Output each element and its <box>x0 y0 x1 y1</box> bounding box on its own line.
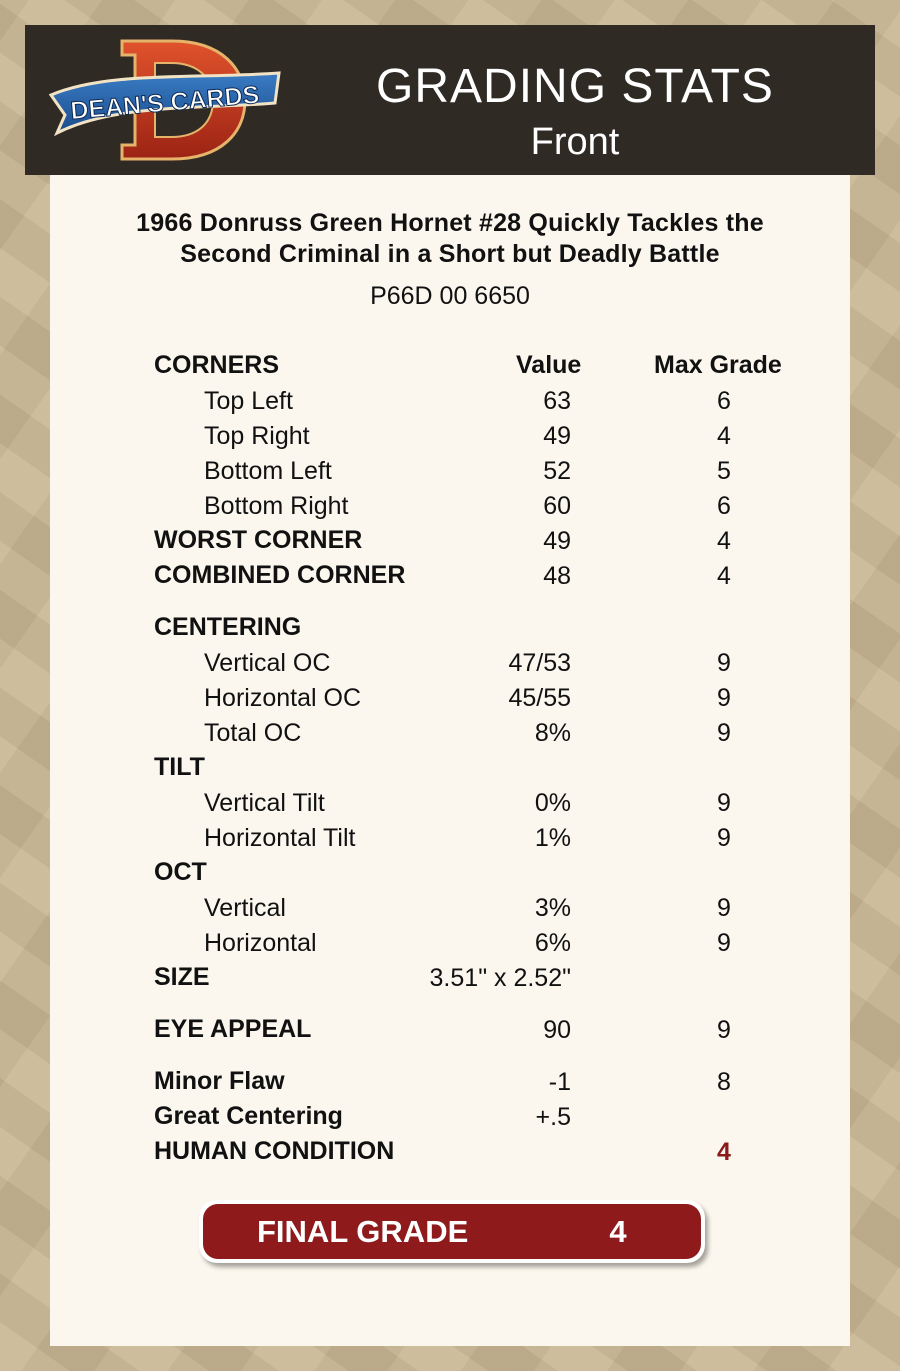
size-label: SIZE <box>154 963 210 991</box>
corner-value-top-right: 49 <box>543 422 571 450</box>
corners-heading: CORNERS <box>154 351 280 379</box>
combined-corner-label: COMBINED CORNER <box>154 561 406 589</box>
tilt-value-vertical: 0% <box>534 789 571 817</box>
final-grade-banner <box>199 1200 705 1263</box>
corner-grade-top-left: 6 <box>717 387 731 415</box>
header-bar <box>25 25 875 175</box>
worst-corner-value: 49 <box>543 527 571 555</box>
minor-flaw-label: Minor Flaw <box>154 1067 285 1095</box>
tilt-heading: TILT <box>154 753 205 781</box>
eye-appeal-value: 90 <box>543 1016 571 1044</box>
centering-grade-horizontal-oc: 9 <box>717 684 731 712</box>
corner-value-top-left: 63 <box>543 387 571 415</box>
eye-appeal-grade: 9 <box>717 1016 731 1044</box>
combined-corner-value: 48 <box>543 562 571 590</box>
corner-value-bottom-left: 52 <box>543 457 571 485</box>
size-value: 3.51" x 2.52" <box>429 964 571 992</box>
centering-value-horizontal-oc: 45/55 <box>508 684 571 712</box>
corner-label-top-right: Top Right <box>204 422 310 450</box>
worst-corner-label: WORST CORNER <box>154 526 363 554</box>
final-grade-badge <box>203 1204 701 1259</box>
centering-grade-vertical-oc: 9 <box>717 649 731 677</box>
stats-panel <box>50 175 850 1346</box>
great-centering-value: +.5 <box>535 1103 571 1131</box>
worst-corner-grade: 4 <box>717 527 731 555</box>
oct-value-vertical: 3% <box>534 894 571 922</box>
centering-heading: CENTERING <box>154 613 302 641</box>
centering-label-horizontal-oc: Horizontal OC <box>204 684 361 712</box>
corner-grade-bottom-right: 6 <box>717 492 731 520</box>
corner-value-bottom-right: 60 <box>543 492 571 520</box>
deans-cards-logo <box>47 37 282 163</box>
card-title <box>50 208 850 270</box>
centering-grade-total-oc: 9 <box>717 719 731 747</box>
tilt-label-horizontal: Horizontal Tilt <box>204 824 356 852</box>
centering-value-vertical-oc: 47/53 <box>508 649 571 677</box>
corner-label-bottom-right: Bottom Right <box>204 492 349 520</box>
tilt-label-vertical: Vertical Tilt <box>204 789 325 817</box>
tilt-value-horizontal: 1% <box>534 824 571 852</box>
page-subtitle: Front <box>530 121 620 163</box>
card-title-line1: 1966 Donruss Green Hornet #28 Quickly Tackles the <box>136 209 764 237</box>
svg-text:DEAN'S CARDS: DEAN'S CARDS <box>69 80 261 126</box>
corner-grade-bottom-left: 5 <box>717 457 731 485</box>
minor-flaw-grade: 8 <box>717 1068 731 1096</box>
tilt-grade-vertical: 9 <box>717 789 731 817</box>
combined-corner-grade: 4 <box>717 562 731 590</box>
final-grade-label: FINAL GRADE <box>257 1214 469 1249</box>
great-centering-label: Great Centering <box>154 1102 343 1130</box>
page-title: GRADING STATS <box>376 60 774 113</box>
oct-grade-vertical: 9 <box>717 894 731 922</box>
tilt-grade-horizontal: 9 <box>717 824 731 852</box>
minor-flaw-value: -1 <box>548 1068 571 1096</box>
corner-grade-top-right: 4 <box>717 422 731 450</box>
human-condition-label: HUMAN CONDITION <box>154 1137 395 1165</box>
final-grade-value: 4 <box>609 1214 627 1249</box>
oct-heading: OCT <box>154 858 207 886</box>
corner-label-top-left: Top Left <box>204 387 293 415</box>
oct-grade-horizontal: 9 <box>717 929 731 957</box>
centering-label-vertical-oc: Vertical OC <box>204 649 331 677</box>
card-code: P66D 00 6650 <box>370 282 530 310</box>
eye-appeal-label: EYE APPEAL <box>154 1015 312 1043</box>
centering-label-total-oc: Total OC <box>204 719 302 747</box>
oct-label-horizontal: Horizontal <box>204 929 317 957</box>
value-column-header: Value <box>516 351 582 379</box>
card-title-line2: Second Criminal in a Short but Deadly Battle <box>180 240 720 268</box>
corner-label-bottom-left: Bottom Left <box>204 457 332 485</box>
max-grade-column-header: Max Grade <box>654 351 782 379</box>
human-condition-grade: 4 <box>717 1138 731 1166</box>
oct-label-vertical: Vertical <box>204 894 286 922</box>
centering-value-total-oc: 8% <box>534 719 571 747</box>
oct-value-horizontal: 6% <box>534 929 571 957</box>
